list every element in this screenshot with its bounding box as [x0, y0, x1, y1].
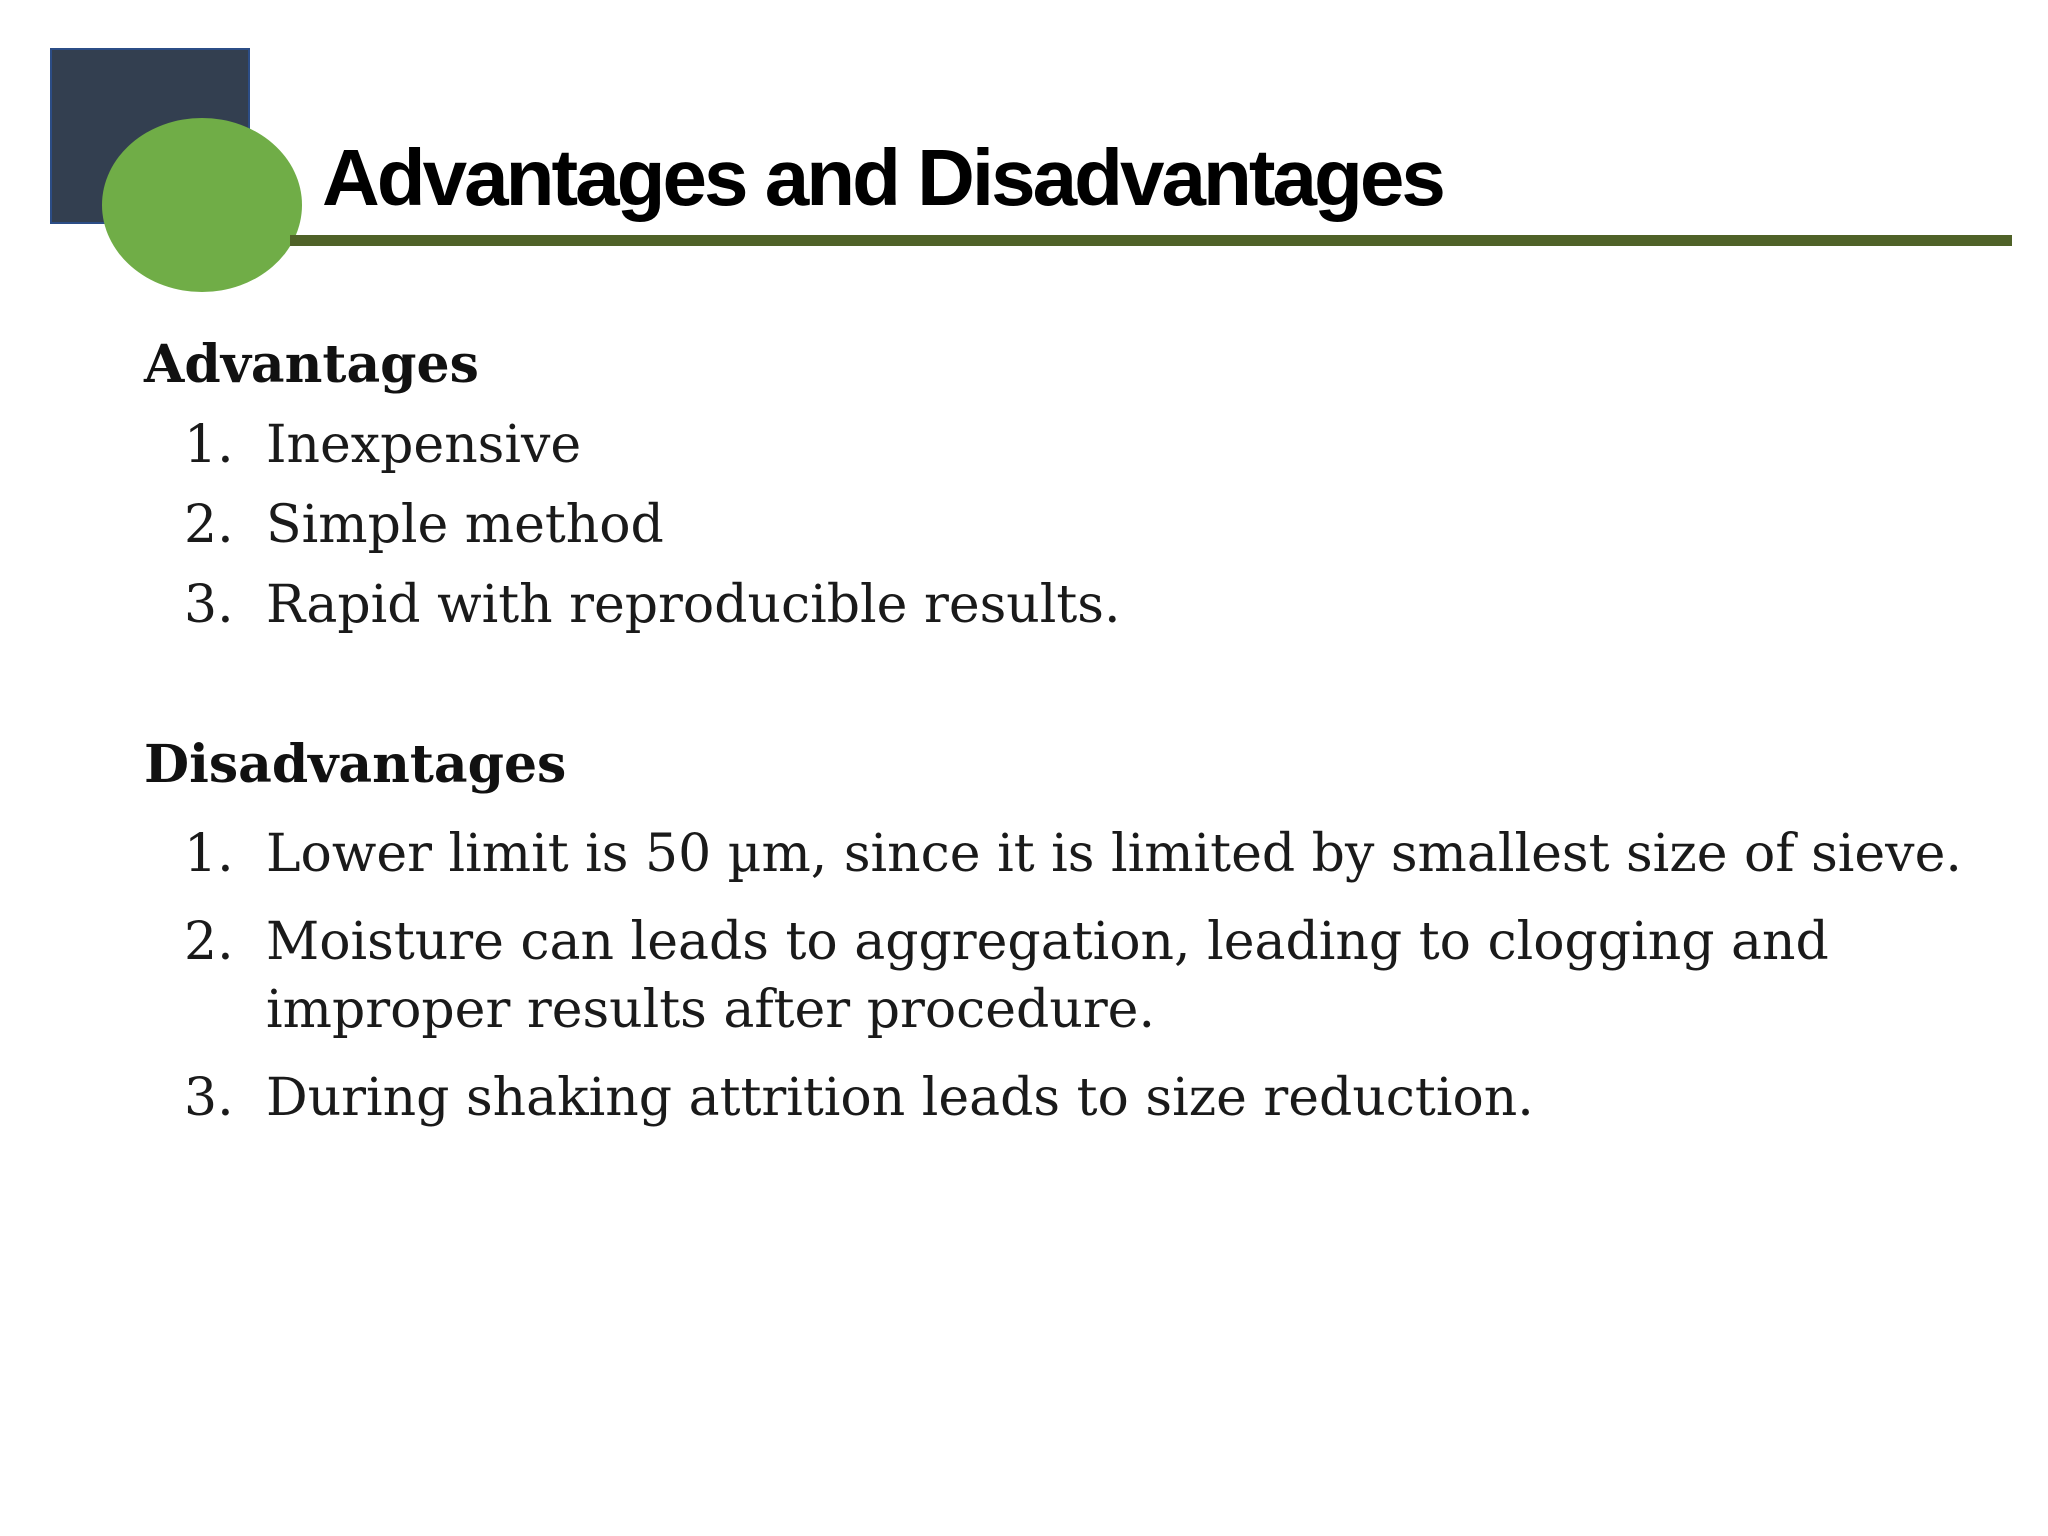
advantages-section	[144, 330, 1994, 640]
item-number: 1.	[184, 824, 234, 884]
item-text: Inexpensive	[266, 415, 582, 475]
item-text: During shaking attrition leads to size reduction.	[266, 1068, 1534, 1128]
item-number: 3.	[184, 1068, 234, 1128]
disadvantages-heading: Disadvantages	[144, 734, 567, 795]
item-number: 2.	[184, 495, 234, 555]
title-underline	[290, 235, 2012, 246]
list-item	[144, 820, 1994, 888]
item-text: Moisture can leads to aggregation, leading to clogging and improper results after procedure.	[266, 912, 1829, 1040]
disadvantages-list	[144, 820, 1994, 1132]
advantages-heading: Advantages	[144, 334, 479, 395]
decorative-circle	[102, 118, 302, 292]
item-text: Lower limit is 50 µm, since it is limited by smallest size of sieve.	[266, 824, 1962, 884]
slide-title: Advantages and Disadvantages	[322, 133, 1443, 222]
list-item	[144, 908, 1994, 1044]
item-number: 1.	[184, 415, 234, 475]
list-item	[144, 410, 1994, 480]
item-number: 3.	[184, 575, 234, 635]
advantages-list	[144, 410, 1994, 640]
item-text: Rapid with reproducible results.	[266, 575, 1121, 635]
item-number: 2.	[184, 912, 234, 972]
slide-content	[144, 330, 1994, 1132]
list-item	[144, 1064, 1994, 1132]
disadvantages-section	[144, 730, 1994, 1132]
list-item	[144, 570, 1994, 640]
list-item	[144, 490, 1994, 560]
item-text: Simple method	[266, 495, 664, 555]
